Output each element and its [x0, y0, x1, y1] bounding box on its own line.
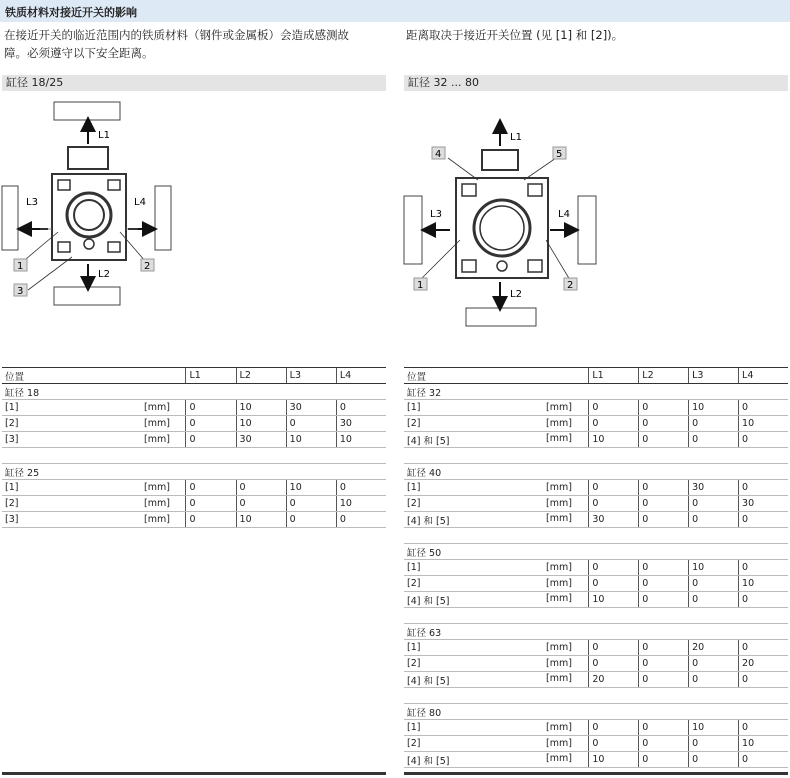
table-row [404, 672, 788, 688]
position-cell [404, 640, 589, 656]
position-cell [404, 752, 589, 768]
table-row [2, 400, 386, 416]
value-cell: 0 [589, 416, 639, 432]
position-label: [1] [5, 402, 19, 413]
proximity-switch [68, 147, 108, 169]
marker-4: 4 [435, 149, 442, 160]
unit-label: [mm] [144, 482, 170, 493]
unit-label: [mm] [144, 514, 170, 525]
value-cell: 10 [589, 752, 639, 768]
unit-label: [mm] [144, 418, 170, 429]
intro-right-line1: 距离取决于接近开关位置 (见 [1] 和 [2])。 [406, 28, 624, 42]
table-row [2, 512, 386, 528]
position-cell [404, 496, 589, 512]
position-label: [1] [407, 402, 421, 413]
value-cell: 0 [639, 736, 689, 752]
label-l2: L2 [98, 269, 110, 280]
table-row [404, 640, 788, 656]
position-cell [2, 480, 186, 496]
column-header: L2 [639, 368, 689, 384]
position-label: [4] 和 [5] [407, 435, 450, 447]
unit-label: [mm] [546, 752, 572, 764]
table-header-row [2, 368, 386, 384]
column-header: L4 [336, 368, 386, 384]
right-profile-diagram [400, 92, 790, 332]
label-l1: L1 [510, 132, 522, 143]
section-title: 铁质材料对接近开关的影响 [5, 6, 137, 19]
position-cell [2, 400, 186, 416]
value-cell: 0 [739, 480, 788, 496]
value-cell: 10 [739, 736, 788, 752]
value-cell: 0 [186, 432, 236, 448]
column-header: L3 [689, 368, 739, 384]
value-cell: 0 [589, 560, 639, 576]
value-cell: 10 [236, 512, 286, 528]
group-label: 缸径 18 [2, 384, 386, 400]
position-cell [404, 736, 589, 752]
value-cell: 30 [589, 512, 639, 528]
value-cell: 0 [236, 480, 286, 496]
position-cell [404, 656, 589, 672]
value-cell: 0 [689, 592, 739, 608]
unit-label: [mm] [546, 498, 572, 509]
table-row [2, 432, 386, 448]
value-cell: 0 [639, 416, 689, 432]
unit-label: [mm] [144, 434, 170, 445]
value-cell: 10 [689, 400, 739, 416]
group-label: 缸径 25 [2, 464, 386, 480]
position-label: [2] [407, 738, 421, 749]
unit-label: [mm] [546, 642, 572, 653]
value-cell: 0 [739, 560, 788, 576]
table-group-row [404, 464, 788, 480]
value-cell: 0 [589, 480, 639, 496]
position-label: [4] 和 [5] [407, 595, 450, 607]
value-cell: 0 [739, 720, 788, 736]
unit-label: [mm] [546, 482, 572, 493]
position-label: [1] [407, 562, 421, 573]
table-header-row [404, 368, 788, 384]
right-metal-plate [578, 196, 596, 264]
column-header: L4 [739, 368, 788, 384]
position-cell [404, 560, 589, 576]
position-label: [2] [407, 578, 421, 589]
value-cell: 0 [739, 672, 788, 688]
unit-label: [mm] [144, 498, 170, 509]
table-row [404, 576, 788, 592]
value-cell: 10 [236, 416, 286, 432]
table-group-row [404, 624, 788, 640]
label-l4: L4 [134, 197, 146, 208]
value-cell: 10 [689, 720, 739, 736]
value-cell: 0 [589, 656, 639, 672]
value-cell: 10 [286, 432, 336, 448]
position-label: [4] 和 [5] [407, 755, 450, 767]
right-metal-plate [155, 186, 171, 250]
value-cell: 0 [639, 480, 689, 496]
value-cell: 0 [739, 432, 788, 448]
position-cell [404, 400, 589, 416]
left-figure-title: 缸径 18/25 [2, 75, 386, 91]
marker-1: 1 [17, 261, 24, 272]
group-label: 缸径 32 [404, 384, 788, 400]
value-cell: 30 [336, 416, 386, 432]
position-cell [2, 416, 186, 432]
position-label: [1] [407, 482, 421, 493]
value-cell: 0 [639, 656, 689, 672]
column-header: L1 [589, 368, 639, 384]
value-cell: 0 [639, 512, 689, 528]
left-distance-table-wrap [2, 367, 386, 775]
proximity-switch [482, 150, 518, 170]
position-label: [1] [407, 642, 421, 653]
left-distance-table [2, 367, 386, 528]
intro-left [4, 26, 394, 62]
value-cell: 10 [336, 496, 386, 512]
value-cell: 0 [336, 512, 386, 528]
position-label: [2] [407, 418, 421, 429]
position-cell [404, 720, 589, 736]
table-row [2, 480, 386, 496]
table-row [404, 400, 788, 416]
position-cell [404, 432, 589, 448]
position-label: [1] [5, 482, 19, 493]
value-cell: 30 [286, 400, 336, 416]
value-cell: 0 [739, 592, 788, 608]
value-cell: 0 [286, 512, 336, 528]
value-cell: 0 [689, 656, 739, 672]
value-cell: 10 [286, 480, 336, 496]
unit-label: [mm] [546, 432, 572, 444]
value-cell: 0 [186, 496, 236, 512]
right-distance-table-wrap [404, 367, 788, 775]
value-cell: 0 [286, 416, 336, 432]
position-label: [3] [5, 434, 19, 445]
value-cell: 0 [236, 496, 286, 512]
position-cell [2, 432, 186, 448]
value-cell: 0 [739, 400, 788, 416]
table-row [404, 416, 788, 432]
label-l3: L3 [430, 209, 442, 220]
column-header: 位置 [2, 368, 186, 384]
value-cell: 0 [639, 720, 689, 736]
value-cell: 0 [689, 512, 739, 528]
value-cell: 0 [639, 576, 689, 592]
position-label: [1] [407, 722, 421, 733]
value-cell: 20 [739, 656, 788, 672]
value-cell: 0 [689, 752, 739, 768]
marker-3: 3 [17, 286, 24, 297]
value-cell: 0 [689, 576, 739, 592]
table-row [2, 496, 386, 512]
value-cell: 0 [639, 560, 689, 576]
table-row [404, 736, 788, 752]
table-row [404, 432, 788, 448]
position-cell [404, 480, 589, 496]
value-cell: 0 [739, 752, 788, 768]
value-cell: 0 [589, 720, 639, 736]
table-group-row [404, 384, 788, 400]
value-cell: 10 [689, 560, 739, 576]
column-header: 位置 [404, 368, 589, 384]
value-cell: 0 [739, 640, 788, 656]
value-cell: 0 [186, 480, 236, 496]
position-label: [2] [407, 658, 421, 669]
label-l2: L2 [510, 289, 522, 300]
unit-label: [mm] [546, 562, 572, 573]
bottom-metal-plate [466, 308, 536, 326]
position-cell [404, 416, 589, 432]
value-cell: 0 [589, 640, 639, 656]
group-label: 缸径 50 [404, 544, 788, 560]
value-cell: 0 [186, 400, 236, 416]
marker-2: 2 [567, 280, 574, 291]
value-cell: 0 [186, 512, 236, 528]
value-cell: 0 [589, 496, 639, 512]
position-cell [404, 672, 589, 688]
marker-2: 2 [144, 261, 151, 272]
unit-label: [mm] [546, 592, 572, 604]
table-row [404, 592, 788, 608]
table-group-row [404, 544, 788, 560]
value-cell: 10 [589, 592, 639, 608]
position-label: [2] [5, 418, 19, 429]
label-l4: L4 [558, 209, 570, 220]
table-group-row [2, 384, 386, 400]
table-group-row [404, 704, 788, 720]
label-l1: L1 [98, 130, 110, 141]
right-distance-table [404, 367, 788, 768]
table-row [404, 656, 788, 672]
bottom-metal-plate [54, 287, 120, 305]
unit-label: [mm] [546, 418, 572, 429]
unit-label: [mm] [144, 402, 170, 413]
intro-left-line1: 在接近开关的临近范围内的铁质材料（钢件或金属板）会造成感测故 [4, 28, 349, 42]
position-cell [404, 592, 589, 608]
value-cell: 0 [689, 416, 739, 432]
table-row [404, 720, 788, 736]
table-row [404, 496, 788, 512]
value-cell: 0 [589, 400, 639, 416]
position-label: [2] [5, 498, 19, 509]
table-row [404, 752, 788, 768]
unit-label: [mm] [546, 578, 572, 589]
intro-left-line2: 障。必须遵守以下安全距离。 [4, 46, 154, 60]
position-label: [2] [407, 498, 421, 509]
position-label: [4] 和 [5] [407, 675, 450, 687]
unit-label: [mm] [546, 658, 572, 669]
value-cell: 0 [186, 416, 236, 432]
value-cell: 0 [639, 400, 689, 416]
section-header [0, 0, 790, 22]
value-cell: 20 [689, 640, 739, 656]
value-cell: 0 [336, 480, 386, 496]
unit-label: [mm] [546, 402, 572, 413]
group-label: 缸径 40 [404, 464, 788, 480]
value-cell: 0 [639, 672, 689, 688]
marker-5: 5 [556, 149, 563, 160]
value-cell: 10 [589, 432, 639, 448]
value-cell: 10 [336, 432, 386, 448]
value-cell: 0 [589, 576, 639, 592]
value-cell: 10 [236, 400, 286, 416]
value-cell: 30 [236, 432, 286, 448]
value-cell: 10 [739, 576, 788, 592]
value-cell: 10 [739, 416, 788, 432]
value-cell: 0 [689, 672, 739, 688]
position-cell [2, 512, 186, 528]
top-metal-plate [54, 102, 120, 120]
intro-right [406, 26, 786, 44]
left-metal-plate [2, 186, 18, 250]
right-figure-title: 缸径 32 ... 80 [404, 75, 788, 91]
unit-label: [mm] [546, 672, 572, 684]
marker-1: 1 [417, 280, 424, 291]
table-row [2, 416, 386, 432]
position-label: [3] [5, 514, 19, 525]
group-label: 缸径 63 [404, 624, 788, 640]
position-cell [404, 512, 589, 528]
value-cell: 0 [589, 736, 639, 752]
column-header: L1 [186, 368, 236, 384]
table-row [404, 560, 788, 576]
position-cell [2, 496, 186, 512]
table-row [404, 480, 788, 496]
value-cell: 0 [286, 496, 336, 512]
value-cell: 0 [639, 592, 689, 608]
table-group-row [2, 464, 386, 480]
table-row [404, 512, 788, 528]
unit-label: [mm] [546, 512, 572, 524]
column-header: L2 [236, 368, 286, 384]
piston-bore [474, 200, 530, 256]
value-cell: 0 [639, 496, 689, 512]
left-metal-plate [404, 196, 422, 264]
value-cell: 0 [639, 432, 689, 448]
label-l3: L3 [26, 197, 38, 208]
column-header: L3 [286, 368, 336, 384]
position-cell [404, 576, 589, 592]
value-cell: 30 [689, 480, 739, 496]
unit-label: [mm] [546, 722, 572, 733]
value-cell: 0 [639, 640, 689, 656]
value-cell: 20 [589, 672, 639, 688]
value-cell: 0 [689, 432, 739, 448]
value-cell: 0 [639, 752, 689, 768]
value-cell: 0 [689, 496, 739, 512]
value-cell: 0 [739, 512, 788, 528]
position-label: [4] 和 [5] [407, 515, 450, 527]
value-cell: 0 [336, 400, 386, 416]
unit-label: [mm] [546, 738, 572, 749]
group-label: 缸径 80 [404, 704, 788, 720]
value-cell: 30 [739, 496, 788, 512]
value-cell: 0 [689, 736, 739, 752]
left-profile-diagram [0, 92, 390, 307]
